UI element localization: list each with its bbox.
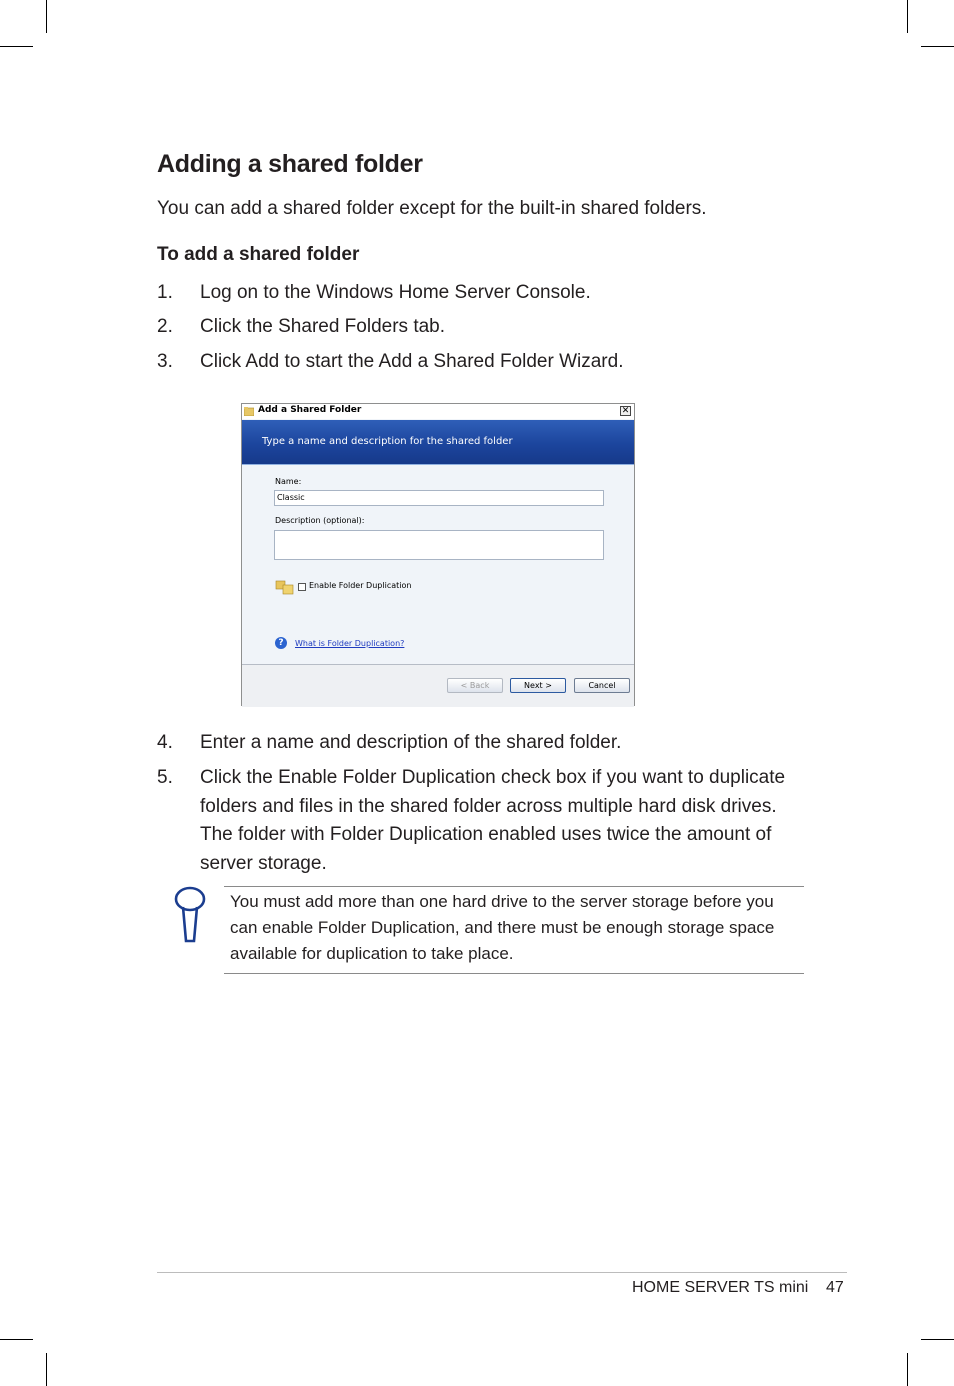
- back-button[interactable]: < Back: [447, 678, 503, 693]
- step-number: 2.: [157, 316, 173, 337]
- banner-text: Type a name and description for the shared folder: [262, 436, 513, 447]
- cancel-button[interactable]: Cancel: [574, 678, 630, 693]
- dialog-title-bar: [242, 404, 634, 419]
- step-text: Click the Shared Folders tab.: [200, 316, 446, 337]
- step-text: Log on to the Windows Home Server Console.: [200, 282, 591, 303]
- crop-mark: [907, 0, 908, 33]
- step-number: 1.: [157, 282, 173, 303]
- dialog-title: Add a Shared Folder: [258, 405, 362, 415]
- enable-duplication-checkbox[interactable]: [298, 583, 306, 591]
- crop-mark: [921, 1339, 954, 1340]
- step-text: Click the Enable Folder Duplication check box if you want to duplicate folders and files in the shared folder across multiple hard disk drives. The folder with Folder Duplication enabled uses twice the amount of server storage.: [200, 767, 786, 874]
- next-button[interactable]: Next >: [510, 678, 566, 693]
- footer-title: HOME SERVER TS mini: [632, 1279, 809, 1296]
- close-button[interactable]: ✕: [621, 406, 630, 416]
- step-text: Click Add to start the Add a Shared Folder Wizard.: [200, 351, 624, 372]
- crop-mark: [921, 46, 954, 47]
- dialog-banner: [242, 420, 634, 465]
- step-number: 3.: [157, 351, 173, 372]
- crop-mark: [907, 1353, 908, 1386]
- footer-rule: [157, 1272, 847, 1273]
- step-number: 4.: [157, 732, 173, 753]
- folder-duplication-help-link[interactable]: What is Folder Duplication?: [295, 639, 405, 648]
- duplication-folders-icon: [275, 579, 295, 595]
- name-label: Name:: [275, 477, 302, 486]
- crop-mark: [46, 1353, 47, 1386]
- crop-mark: [46, 0, 47, 33]
- crop-mark: [0, 46, 33, 47]
- help-icon: ?: [275, 637, 287, 649]
- description-input[interactable]: [274, 530, 604, 560]
- enable-duplication-label[interactable]: Enable Folder Duplication: [309, 581, 412, 590]
- step-number: 5.: [157, 767, 173, 788]
- description-label: Description (optional):: [275, 516, 365, 525]
- note-top-rule: [224, 886, 804, 887]
- folder-icon: [244, 406, 254, 416]
- dialog-footer: [242, 664, 634, 707]
- note-bottom-rule: [224, 973, 804, 974]
- intro-paragraph: You can add a shared folder except for the built-in shared folders.: [157, 198, 707, 219]
- page-title: Adding a shared folder: [157, 150, 423, 178]
- procedure-heading: To add a shared folder: [157, 244, 360, 265]
- page-number: 47: [826, 1279, 844, 1296]
- crop-mark: [0, 1339, 33, 1340]
- note-pin-icon: [172, 885, 208, 945]
- note-text: You must add more than one hard drive to the server storage before you can enable Folder Duplication, and there must be enough storage space available for duplication to take place.: [230, 892, 775, 963]
- step-text: Enter a name and description of the shared folder.: [200, 732, 622, 753]
- add-shared-folder-dialog: [241, 403, 635, 706]
- name-input[interactable]: Classic: [274, 490, 604, 506]
